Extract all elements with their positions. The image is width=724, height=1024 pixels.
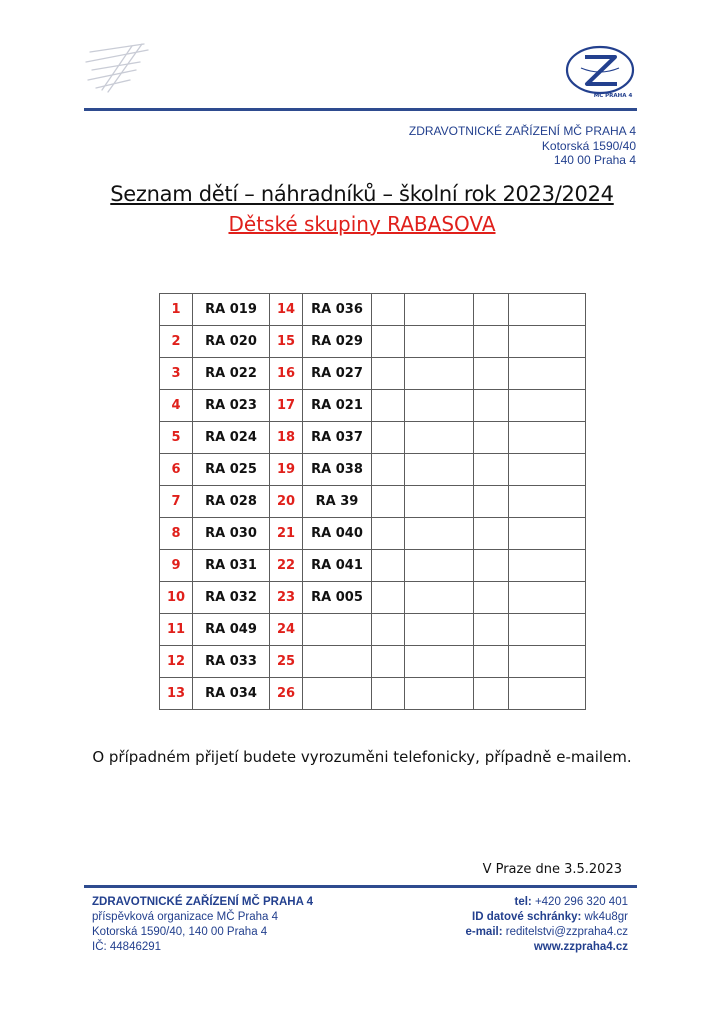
row-number: 14 bbox=[270, 294, 303, 326]
empty-cell bbox=[509, 646, 586, 678]
website-link[interactable]: www.zzpraha4.cz bbox=[533, 941, 628, 953]
row-number: 24 bbox=[270, 614, 303, 646]
empty-cell bbox=[405, 294, 474, 326]
child-code: RA 019 bbox=[193, 294, 270, 326]
table-row bbox=[160, 582, 586, 614]
databox-label: ID datové schránky: bbox=[472, 911, 582, 923]
empty-cell bbox=[474, 390, 509, 422]
row-number: 25 bbox=[270, 646, 303, 678]
empty-cell bbox=[474, 646, 509, 678]
empty-cell bbox=[474, 614, 509, 646]
table-row bbox=[160, 326, 586, 358]
table-row bbox=[160, 518, 586, 550]
date-line: V Praze dne 3.5.2023 bbox=[482, 862, 622, 877]
empty-cell bbox=[405, 358, 474, 390]
tel-label: tel: bbox=[514, 896, 532, 908]
row-number: 10 bbox=[160, 582, 193, 614]
row-number: 12 bbox=[160, 646, 193, 678]
table-row bbox=[160, 646, 586, 678]
empty-cell bbox=[474, 454, 509, 486]
empty-cell bbox=[474, 678, 509, 710]
row-number: 17 bbox=[270, 390, 303, 422]
row-number: 22 bbox=[270, 550, 303, 582]
empty-cell bbox=[474, 550, 509, 582]
empty-cell bbox=[474, 582, 509, 614]
row-number: 16 bbox=[270, 358, 303, 390]
page-title: Seznam dětí – náhradníků – školní rok 2023/2024 bbox=[110, 182, 614, 206]
empty-cell bbox=[509, 422, 586, 454]
empty-cell bbox=[372, 422, 405, 454]
row-number: 5 bbox=[160, 422, 193, 454]
row-number: 20 bbox=[270, 486, 303, 518]
empty-cell bbox=[405, 614, 474, 646]
row-number: 9 bbox=[160, 550, 193, 582]
empty-cell bbox=[509, 518, 586, 550]
email-label: e-mail: bbox=[465, 926, 503, 938]
row-number: 2 bbox=[160, 326, 193, 358]
empty-cell bbox=[509, 358, 586, 390]
empty-cell bbox=[405, 518, 474, 550]
empty-cell bbox=[509, 390, 586, 422]
row-number: 18 bbox=[270, 422, 303, 454]
empty-cell bbox=[372, 358, 405, 390]
row-number: 11 bbox=[160, 614, 193, 646]
child-code: RA 027 bbox=[303, 358, 372, 390]
header-org-name: ZDRAVOTNICKÉ ZAŘÍZENÍ MČ PRAHA 4 bbox=[408, 124, 636, 138]
empty-cell bbox=[474, 358, 509, 390]
empty-cell bbox=[405, 678, 474, 710]
table-row bbox=[160, 390, 586, 422]
row-number: 3 bbox=[160, 358, 193, 390]
child-code: RA 021 bbox=[303, 390, 372, 422]
tel-value[interactable]: +420 296 320 401 bbox=[534, 896, 628, 908]
child-code: RA 036 bbox=[303, 294, 372, 326]
row-number: 15 bbox=[270, 326, 303, 358]
row-number: 6 bbox=[160, 454, 193, 486]
empty-cell bbox=[405, 454, 474, 486]
footer-org-name: ZDRAVOTNICKÉ ZAŘÍZENÍ MČ PRAHA 4 bbox=[92, 896, 314, 908]
footer-email bbox=[465, 925, 628, 940]
empty-cell bbox=[405, 646, 474, 678]
empty-cell bbox=[372, 454, 405, 486]
footer-tel bbox=[465, 895, 628, 910]
email-link[interactable]: reditelstvi@zzpraha4.cz bbox=[505, 926, 628, 938]
child-code: RA 029 bbox=[303, 326, 372, 358]
table-row bbox=[160, 486, 586, 518]
table-row bbox=[160, 454, 586, 486]
empty-cell bbox=[372, 518, 405, 550]
child-code: RA 032 bbox=[193, 582, 270, 614]
waitlist-table bbox=[159, 293, 586, 710]
child-code: RA 022 bbox=[193, 358, 270, 390]
row-number: 7 bbox=[160, 486, 193, 518]
child-code: RA 041 bbox=[303, 550, 372, 582]
child-code: RA 037 bbox=[303, 422, 372, 454]
child-code: RA 023 bbox=[193, 390, 270, 422]
empty-cell bbox=[405, 422, 474, 454]
empty-cell bbox=[474, 518, 509, 550]
child-code: RA 005 bbox=[303, 582, 372, 614]
watermark-logo bbox=[82, 40, 154, 96]
empty-cell bbox=[372, 550, 405, 582]
empty-cell bbox=[372, 326, 405, 358]
child-code: RA 049 bbox=[193, 614, 270, 646]
empty-cell bbox=[474, 294, 509, 326]
page-subtitle: Dětské skupiny RABASOVA bbox=[228, 212, 496, 236]
notice-text: O případném přijetí budete vyrozuměni telefonicky, případně e-mailem. bbox=[92, 748, 632, 766]
header-street: Kotorská 1590/40 bbox=[541, 139, 636, 153]
row-number: 1 bbox=[160, 294, 193, 326]
empty-cell bbox=[405, 582, 474, 614]
empty-cell bbox=[372, 678, 405, 710]
table-row bbox=[160, 358, 586, 390]
empty-cell bbox=[372, 486, 405, 518]
table-row bbox=[160, 550, 586, 582]
child-code: RA 033 bbox=[193, 646, 270, 678]
empty-cell bbox=[509, 326, 586, 358]
footer-rule bbox=[84, 885, 637, 888]
footer-address: Kotorská 1590/40, 140 00 Praha 4 bbox=[92, 926, 268, 938]
child-code: RA 040 bbox=[303, 518, 372, 550]
table-row bbox=[160, 294, 586, 326]
empty-cell bbox=[474, 486, 509, 518]
empty-cell bbox=[509, 294, 586, 326]
empty-cell bbox=[405, 326, 474, 358]
row-number: 4 bbox=[160, 390, 193, 422]
row-number: 19 bbox=[270, 454, 303, 486]
empty-cell bbox=[509, 454, 586, 486]
row-number: 8 bbox=[160, 518, 193, 550]
row-number: 21 bbox=[270, 518, 303, 550]
child-code: RA 024 bbox=[193, 422, 270, 454]
empty-cell bbox=[509, 678, 586, 710]
child-code bbox=[303, 614, 372, 646]
empty-cell bbox=[509, 614, 586, 646]
child-code: RA 030 bbox=[193, 518, 270, 550]
child-code: RA 020 bbox=[193, 326, 270, 358]
databox-value: wk4u8gr bbox=[584, 911, 628, 923]
empty-cell bbox=[474, 326, 509, 358]
empty-cell bbox=[372, 294, 405, 326]
table-row bbox=[160, 422, 586, 454]
row-number: 26 bbox=[270, 678, 303, 710]
child-code: RA 031 bbox=[193, 550, 270, 582]
child-code: RA 025 bbox=[193, 454, 270, 486]
empty-cell bbox=[405, 550, 474, 582]
row-number: 13 bbox=[160, 678, 193, 710]
child-code: RA 034 bbox=[193, 678, 270, 710]
child-code: RA 038 bbox=[303, 454, 372, 486]
child-code bbox=[303, 678, 372, 710]
empty-cell bbox=[405, 486, 474, 518]
empty-cell bbox=[372, 614, 405, 646]
child-code: RA 028 bbox=[193, 486, 270, 518]
footer-org-type: příspěvková organizace MČ Praha 4 bbox=[92, 911, 279, 923]
footer-left bbox=[92, 895, 313, 955]
mc-praha4-logo bbox=[565, 44, 635, 100]
header-city: 140 00 Praha 4 bbox=[553, 153, 636, 167]
empty-cell bbox=[405, 390, 474, 422]
footer-ico: IČ: 44846291 bbox=[92, 941, 162, 953]
empty-cell bbox=[372, 582, 405, 614]
empty-cell bbox=[509, 550, 586, 582]
table-row bbox=[160, 614, 586, 646]
empty-cell bbox=[372, 646, 405, 678]
empty-cell bbox=[372, 390, 405, 422]
empty-cell bbox=[474, 422, 509, 454]
table-row bbox=[160, 678, 586, 710]
footer-databox bbox=[465, 910, 628, 925]
row-number: 23 bbox=[270, 582, 303, 614]
child-code bbox=[303, 646, 372, 678]
empty-cell bbox=[509, 582, 586, 614]
empty-cell bbox=[509, 486, 586, 518]
child-code: RA 39 bbox=[303, 486, 372, 518]
header-rule bbox=[84, 108, 637, 111]
logo-text: MČ PRAHA 4 bbox=[593, 93, 633, 99]
footer-right bbox=[465, 895, 628, 955]
